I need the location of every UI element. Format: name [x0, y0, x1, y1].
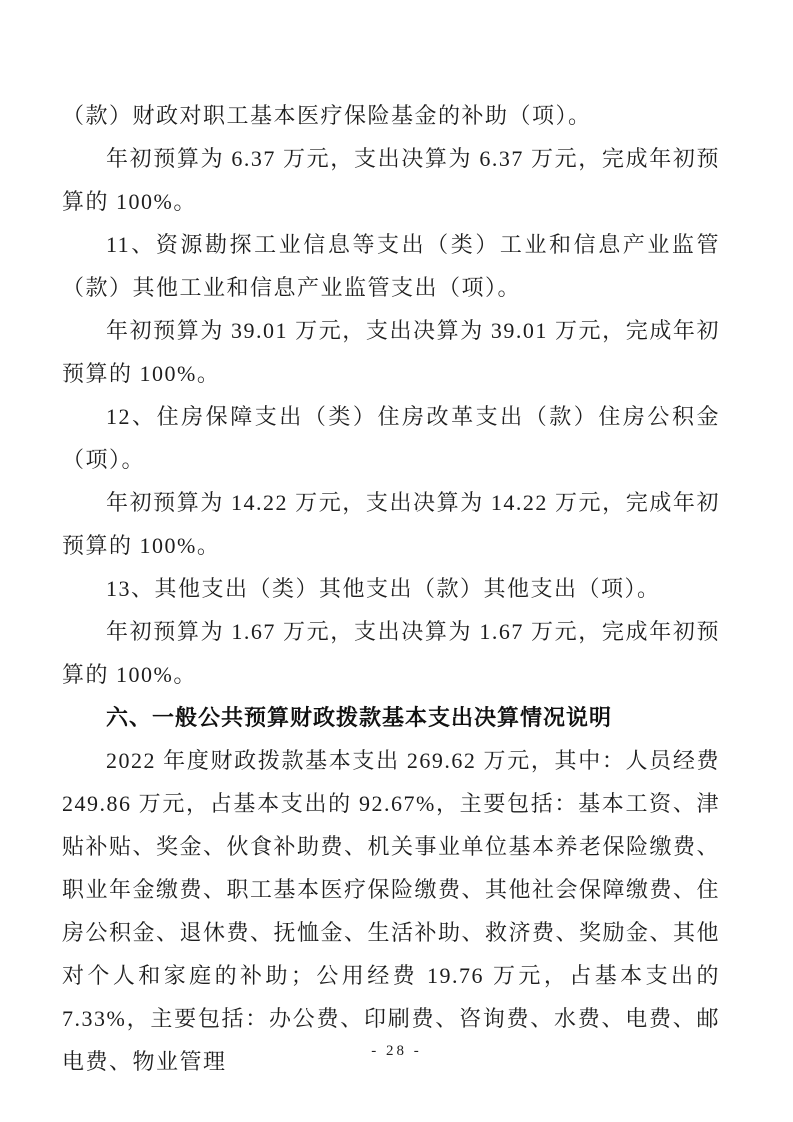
paragraph-item-12: 12、住房保障支出（类）住房改革支出（款）住房公积金（项）。: [62, 404, 720, 472]
page-number: - 28 -: [371, 1043, 422, 1059]
section-heading-six: 六、一般公共预算财政拨款基本支出决算情况说明: [106, 705, 613, 730]
paragraph-budget-detail: 年初预算为 6.37 万元，支出决算为 6.37 万元，完成年初预算的 100%。: [62, 146, 720, 214]
paragraph-item-11: 11、资源勘探工业信息等支出（类）工业和信息产业监管（款）其他工业和信息产业监管支出（项）。: [62, 232, 720, 300]
paragraph-item-13: 13、其他支出（类）其他支出（款）其他支出（项）。: [106, 576, 661, 601]
paragraph-budget-detail: 年初预算为 1.67 万元，支出决算为 1.67 万元，完成年初预算的 100%。: [62, 619, 720, 687]
document-body: [62, 94, 720, 1083]
paragraph-budget-detail: 年初预算为 39.01 万元，支出决算为 39.01 万元，完成年初预算的 100%。: [62, 318, 720, 386]
page-footer: [0, 1043, 793, 1060]
paragraph-basic-expenditure-detail: 2022 年度财政拨款基本支出 269.62 万元，其中：人员经费 249.86 万元，占基本支出的 92.67%，主要包括：基本工资、津贴补贴、奖金、伙食补助费、机关事业单位基本养老保险缴费、职业年金缴费、职工基本医疗保险缴费、其他社会保障缴费、住房公积金、退休费、抚恤金、生活补助、救济费、奖励金、其他对个人和家庭的补助；公用经费 19.76 万元，占基本支出的 7.33%，主要包括：办公费、印刷费、咨询费、水费、电费、邮电费、物业管理: [62, 748, 721, 1074]
paragraph-subsection-continued: （款）财政对职工基本医疗保险基金的补助（项）。: [62, 103, 592, 128]
paragraph-budget-detail: 年初预算为 14.22 万元，支出决算为 14.22 万元，完成年初预算的 100%。: [62, 490, 720, 558]
